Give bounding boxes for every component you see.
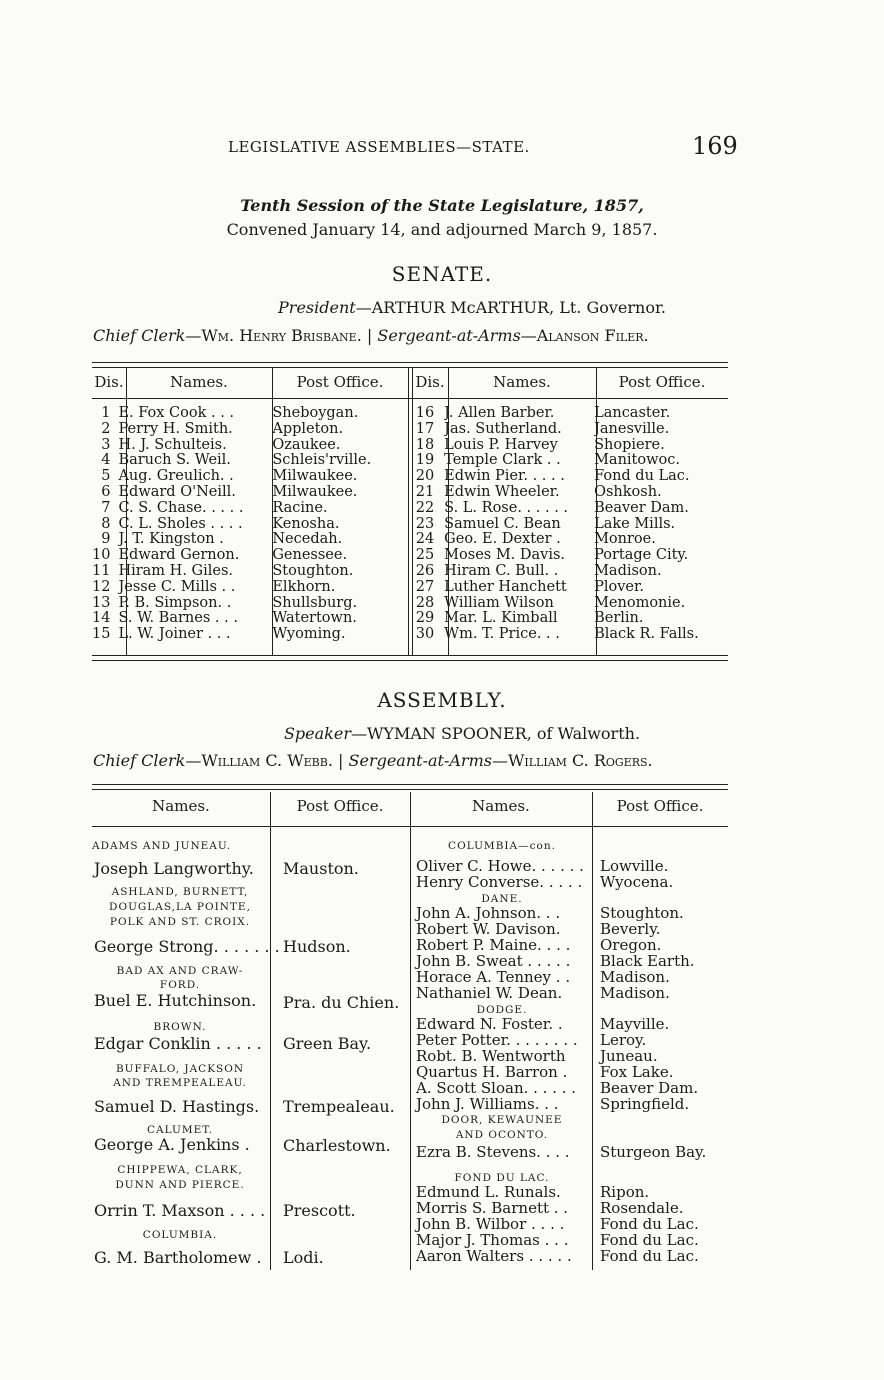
senate-row bbox=[92, 469, 728, 485]
senate-heading: SENATE. bbox=[391, 262, 493, 286]
county-heading: DODGE. bbox=[476, 1004, 528, 1016]
district-number: 9 bbox=[101, 532, 111, 548]
member-post-office: Springfield. bbox=[600, 1095, 690, 1113]
post-office: Genessee. bbox=[272, 548, 348, 564]
senate-header-names: Names. bbox=[493, 373, 551, 391]
senator-name: Edward O'Neill. bbox=[118, 484, 236, 500]
chief-clerk-value: —William C. Webb. bbox=[185, 751, 333, 770]
district-number: 3 bbox=[101, 437, 111, 453]
senator-name: P. B. Simpson. . bbox=[118, 595, 232, 611]
post-office: Oshkosh. bbox=[594, 484, 662, 500]
district-number: 26 bbox=[415, 563, 435, 579]
senator-name: Moses M. Davis. bbox=[444, 548, 566, 564]
member-post-office: Charlestown. bbox=[283, 1136, 391, 1155]
senate-row bbox=[92, 501, 728, 517]
member-post-office: Oregon. bbox=[600, 936, 662, 954]
district-number: 28 bbox=[415, 595, 435, 611]
senator-name: Temple Clark . . bbox=[444, 453, 561, 469]
assembly-header-names: Names. bbox=[472, 797, 530, 815]
member-post-office: Wyocena. bbox=[600, 873, 674, 891]
member-post-office: Fox Lake. bbox=[600, 1063, 674, 1081]
post-office: Lake Mills. bbox=[594, 516, 676, 532]
district-number: 2 bbox=[101, 421, 111, 437]
member-post-office: Sturgeon Bay. bbox=[600, 1143, 707, 1161]
post-office: Menomonie. bbox=[594, 595, 686, 611]
member-post-office: Pra. du Chien. bbox=[283, 993, 400, 1012]
county-heading: COLUMBIA—con. bbox=[448, 840, 556, 852]
county-heading: DANE. bbox=[481, 893, 523, 905]
senator-name: Jesse C. Mills . . bbox=[118, 579, 236, 595]
senator-name: Hiram C. Bull. . bbox=[444, 563, 559, 579]
senator-name: Aug. Greulich. . bbox=[118, 469, 234, 485]
member-name: Ezra B. Stevens. . . . bbox=[416, 1143, 570, 1161]
president-label: President bbox=[278, 298, 356, 317]
district-number: 22 bbox=[415, 500, 435, 516]
district-number: 23 bbox=[415, 516, 435, 532]
county-heading: ASHLAND, BURNETT, bbox=[111, 886, 249, 898]
county-heading: AND OCONTO. bbox=[455, 1129, 549, 1141]
post-office: Madison. bbox=[594, 563, 662, 579]
member-post-office: Hudson. bbox=[283, 937, 351, 956]
chief-clerk-value: —Wm. Henry Brisbane. bbox=[185, 326, 362, 345]
member-post-office: Prescott. bbox=[283, 1201, 356, 1220]
speaker-value: —WYMAN SPOONER, of Walworth. bbox=[350, 724, 641, 743]
county-heading: AND TREMPEALEAU. bbox=[113, 1077, 247, 1089]
member-name: Edmund L. Runals. bbox=[416, 1183, 561, 1201]
district-number: 7 bbox=[101, 500, 111, 516]
member-post-office: Beverly. bbox=[600, 920, 661, 938]
district-number: 29 bbox=[415, 611, 435, 627]
senator-name: Luther Hanchett bbox=[444, 579, 567, 595]
member-name: Nathaniel W. Dean. bbox=[416, 984, 563, 1002]
post-office: Stoughton. bbox=[272, 563, 354, 579]
member-name: George Strong. . . . . . . bbox=[94, 937, 280, 956]
district-number: 12 bbox=[92, 579, 111, 595]
assembly-speaker bbox=[20, 724, 884, 743]
district-number: 4 bbox=[101, 453, 111, 469]
senate-table bbox=[92, 406, 728, 643]
senator-name: Hiram H. Giles. bbox=[118, 563, 234, 579]
senate-header-post-office: Post Office. bbox=[618, 373, 706, 391]
member-name: G. M. Bartholomew . bbox=[94, 1248, 262, 1267]
senate-row bbox=[92, 453, 728, 469]
district-number: 24 bbox=[415, 532, 435, 548]
member-post-office: Mayville. bbox=[600, 1015, 670, 1033]
senator-name: Baruch S. Weil. bbox=[118, 453, 231, 469]
senator-name: Mar. L. Kimball bbox=[444, 611, 558, 627]
senator-name: C. L. Sholes . . . . bbox=[118, 516, 243, 532]
senator-name: H. J. Schulteis. bbox=[118, 437, 227, 453]
assembly-officers-line bbox=[93, 751, 653, 770]
member-name: Robert P. Maine. . . . bbox=[416, 936, 571, 954]
post-office: Elkhorn. bbox=[272, 579, 336, 595]
post-office: Racine. bbox=[272, 500, 328, 516]
member-post-office: Lowville. bbox=[600, 857, 669, 875]
senate-row bbox=[92, 406, 728, 422]
senate-header-post-office: Post Office. bbox=[296, 373, 384, 391]
post-office: Monroe. bbox=[594, 532, 656, 548]
senate-row bbox=[92, 611, 728, 627]
post-office: Necedah. bbox=[272, 532, 343, 548]
member-post-office: Madison. bbox=[600, 984, 670, 1002]
running-head: LEGISLATIVE ASSEMBLIES—STATE. bbox=[228, 138, 530, 156]
member-name: Orrin T. Maxson . . . . bbox=[94, 1201, 266, 1220]
district-number: 16 bbox=[415, 406, 435, 421]
senate-row bbox=[92, 438, 728, 454]
assembly-top-rule bbox=[92, 784, 728, 790]
senator-name: S. W. Barnes . . . bbox=[118, 611, 238, 627]
member-name: Peter Potter. . . . . . . . bbox=[416, 1031, 578, 1049]
post-office: Wyoming. bbox=[272, 627, 346, 643]
post-office: Plover. bbox=[594, 579, 644, 595]
senate-row bbox=[92, 517, 728, 533]
member-post-office: Fond du Lac. bbox=[600, 1247, 699, 1265]
senator-name: L. W. Joiner . . . bbox=[118, 627, 231, 643]
senator-name: Edwin Pier. . . . . bbox=[444, 469, 565, 485]
district-number: 18 bbox=[415, 437, 435, 453]
district-number: 19 bbox=[415, 453, 435, 469]
sergeant-label: Sergeant-at-Arms bbox=[348, 751, 492, 770]
senator-name: C. S. Chase. . . . . bbox=[118, 500, 244, 516]
member-post-office: Green Bay. bbox=[283, 1034, 372, 1053]
senate-row bbox=[92, 532, 728, 548]
senate-row bbox=[92, 485, 728, 501]
district-number: 21 bbox=[415, 484, 435, 500]
member-name: Quartus H. Barron . bbox=[416, 1063, 568, 1081]
member-post-office: Fond du Lac. bbox=[600, 1231, 699, 1249]
officer-separator: | bbox=[338, 751, 344, 770]
county-heading: ADAMS AND JUNEAU. bbox=[92, 840, 232, 852]
senate-header-rule bbox=[92, 398, 728, 399]
post-office: Berlin. bbox=[594, 611, 644, 627]
senator-name: Perry H. Smith. bbox=[118, 421, 233, 437]
senate-bottom-rule bbox=[92, 655, 728, 661]
senator-name: William Wilson bbox=[444, 595, 554, 611]
assembly-header-post-office: Post Office. bbox=[296, 797, 384, 815]
assembly-divider bbox=[592, 792, 593, 1270]
county-heading: DOOR, KEWAUNEE bbox=[441, 1114, 563, 1126]
member-name: George A. Jenkins . bbox=[94, 1135, 250, 1154]
district-number: 17 bbox=[415, 421, 435, 437]
senate-top-rule bbox=[92, 362, 728, 368]
post-office: Manitowoc. bbox=[594, 453, 680, 469]
member-name: Morris S. Barnett . . bbox=[416, 1199, 569, 1217]
district-number: 13 bbox=[92, 595, 111, 611]
senator-name: Jas. Sutherland. bbox=[444, 421, 562, 437]
district-number: 20 bbox=[415, 469, 435, 485]
assembly-divider bbox=[270, 792, 271, 1270]
county-heading: BAD AX AND CRAW- bbox=[116, 965, 244, 977]
post-office: Fond du Lac. bbox=[594, 469, 690, 485]
senate-header-names: Names. bbox=[170, 373, 228, 391]
senator-name: Samuel C. Bean bbox=[444, 516, 561, 532]
senate-header-dis: Dis. bbox=[94, 373, 124, 391]
county-heading: POLK AND ST. CROIX. bbox=[109, 916, 251, 928]
assembly-divider bbox=[410, 792, 411, 1270]
member-post-office: Ripon. bbox=[600, 1183, 650, 1201]
post-office: Black R. Falls. bbox=[594, 627, 699, 643]
member-post-office: Rosendale. bbox=[600, 1199, 684, 1217]
post-office: Schleis'rville. bbox=[272, 453, 372, 469]
county-heading: BROWN. bbox=[153, 1021, 207, 1033]
senator-name: E. Fox Cook . . . bbox=[118, 406, 235, 421]
district-number: 6 bbox=[101, 484, 111, 500]
post-office: Shopiere. bbox=[594, 437, 665, 453]
senator-name: S. L. Rose. . . . . . bbox=[444, 500, 569, 516]
district-number: 11 bbox=[92, 563, 111, 579]
member-name: John B. Sweat . . . . . bbox=[416, 952, 571, 970]
post-office: Sheboygan. bbox=[272, 406, 359, 421]
senate-header-dis: Dis. bbox=[415, 373, 445, 391]
member-post-office: Lodi. bbox=[283, 1248, 324, 1267]
member-post-office: Juneau. bbox=[600, 1047, 658, 1065]
member-name: Buel E. Hutchinson. bbox=[94, 991, 257, 1010]
member-post-office: Stoughton. bbox=[600, 904, 684, 922]
assembly-heading: ASSEMBLY. bbox=[377, 688, 507, 712]
county-heading: COLUMBIA. bbox=[142, 1229, 218, 1241]
post-office: Watertown. bbox=[272, 611, 357, 627]
senate-row bbox=[92, 580, 728, 596]
district-number: 14 bbox=[92, 611, 111, 627]
senate-president bbox=[30, 298, 884, 317]
senate-row bbox=[92, 548, 728, 564]
county-heading: CHIPPEWA, CLARK, bbox=[117, 1164, 243, 1176]
district-number: 25 bbox=[415, 548, 435, 564]
county-heading: BUFFALO, JACKSON bbox=[115, 1063, 245, 1075]
member-name: Samuel D. Hastings. bbox=[94, 1097, 260, 1116]
page-number: 169 bbox=[692, 132, 738, 160]
post-office: Ozaukee. bbox=[272, 437, 341, 453]
member-name: Edward N. Foster. . bbox=[416, 1015, 563, 1033]
member-name: Robt. B. Wentworth bbox=[416, 1047, 566, 1065]
county-heading: CALUMET. bbox=[146, 1124, 214, 1136]
session-dates: Convened January 14, and adjourned March 9, 1857. bbox=[226, 220, 658, 239]
member-post-office: Leroy. bbox=[600, 1031, 647, 1049]
assembly-header-names: Names. bbox=[152, 797, 210, 815]
senator-name: Louis P. Harvey bbox=[444, 437, 558, 453]
president-value: —ARTHUR McARTHUR, Lt. Governor. bbox=[355, 298, 666, 317]
county-heading: DUNN AND PIERCE. bbox=[115, 1179, 245, 1191]
chief-clerk-label: Chief Clerk bbox=[93, 326, 186, 345]
member-name: John A. Johnson. . . bbox=[416, 904, 561, 922]
senator-name: Edwin Wheeler. bbox=[444, 484, 560, 500]
member-name: Oliver C. Howe. . . . . . bbox=[416, 857, 584, 875]
county-heading: DOUGLAS,LA POINTE, bbox=[109, 901, 251, 913]
senate-row bbox=[92, 422, 728, 438]
district-number: 30 bbox=[415, 627, 435, 643]
senate-row bbox=[92, 596, 728, 612]
post-office: Portage City. bbox=[594, 548, 689, 564]
county-heading: FOND DU LAC. bbox=[454, 1172, 550, 1184]
sergeant-value: —Alanson Filer. bbox=[520, 326, 649, 345]
member-name: Horace A. Tenney . . bbox=[416, 968, 571, 986]
member-name: A. Scott Sloan. . . . . . bbox=[416, 1079, 577, 1097]
member-name: Major J. Thomas . . . bbox=[416, 1231, 569, 1249]
district-number: 10 bbox=[92, 548, 111, 564]
sergeant-label: Sergeant-at-Arms bbox=[377, 326, 521, 345]
county-heading: FORD. bbox=[159, 979, 201, 991]
senator-name: Edward Gernon. bbox=[118, 548, 240, 564]
senator-name: Wm. T. Price. . . bbox=[444, 627, 560, 643]
member-name: Joseph Langworthy. bbox=[94, 859, 254, 878]
post-office: Milwaukee. bbox=[272, 484, 358, 500]
member-name: John B. Wilbor . . . . bbox=[416, 1215, 565, 1233]
member-name: Robert W. Davison. bbox=[416, 920, 561, 938]
assembly-header-post-office: Post Office. bbox=[616, 797, 704, 815]
member-post-office: Fond du Lac. bbox=[600, 1215, 699, 1233]
post-office: Shullsburg. bbox=[272, 595, 358, 611]
sergeant-value: —William C. Rogers. bbox=[491, 751, 653, 770]
member-post-office: Beaver Dam. bbox=[600, 1079, 699, 1097]
member-post-office: Mauston. bbox=[283, 859, 359, 878]
session-title: Tenth Session of the State Legislature, 1857, bbox=[240, 196, 644, 215]
senator-name: J. T. Kingston . bbox=[118, 532, 224, 548]
member-name: Edgar Conklin . . . . . bbox=[94, 1034, 262, 1053]
member-post-office: Black Earth. bbox=[600, 952, 695, 970]
district-number: 1 bbox=[101, 406, 111, 421]
officer-separator: | bbox=[366, 326, 373, 345]
senate-row bbox=[92, 627, 728, 643]
post-office: Kenosha. bbox=[272, 516, 340, 532]
senate-officers-line bbox=[93, 326, 649, 345]
member-name: Henry Converse. . . . . bbox=[416, 873, 583, 891]
district-number: 8 bbox=[101, 516, 111, 532]
member-post-office: Madison. bbox=[600, 968, 670, 986]
speaker-label: Speaker bbox=[283, 724, 351, 743]
member-post-office: Trempealeau. bbox=[283, 1097, 395, 1116]
post-office: Lancaster. bbox=[594, 406, 671, 421]
member-name: John J. Williams. . . bbox=[416, 1095, 559, 1113]
senate-row bbox=[92, 564, 728, 580]
member-name: Aaron Walters . . . . . bbox=[416, 1247, 572, 1265]
senator-name: Geo. E. Dexter . bbox=[444, 532, 561, 548]
post-office: Janesville. bbox=[594, 421, 670, 437]
post-office: Milwaukee. bbox=[272, 469, 358, 485]
district-number: 15 bbox=[92, 627, 111, 643]
chief-clerk-label: Chief Clerk bbox=[93, 751, 186, 770]
post-office: Appleton. bbox=[272, 421, 344, 437]
district-number: 5 bbox=[101, 469, 111, 485]
district-number: 27 bbox=[415, 579, 435, 595]
post-office: Beaver Dam. bbox=[594, 500, 689, 516]
senator-name: J. Allen Barber. bbox=[444, 406, 555, 421]
